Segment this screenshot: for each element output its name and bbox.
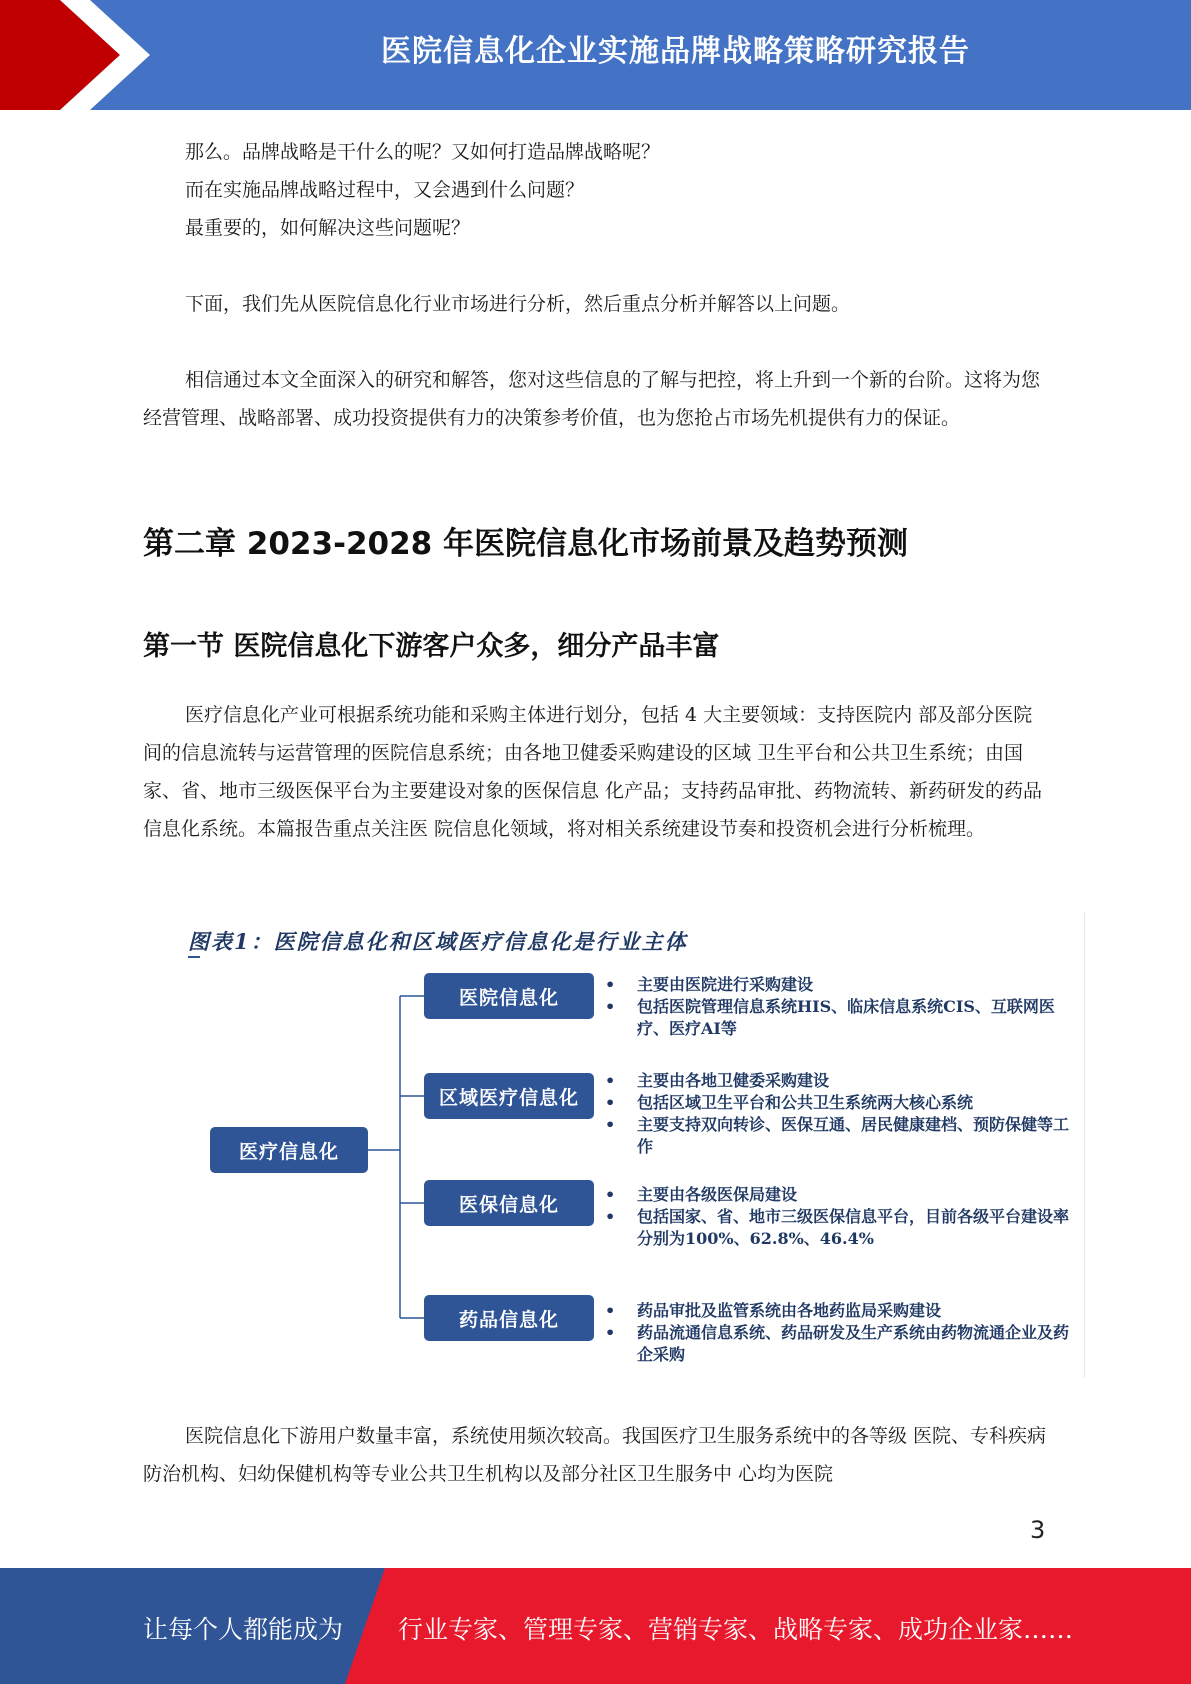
section-title: 第一节 医院信息化下游客户众多，细分产品丰富 [143, 631, 720, 662]
list-item: • 药品审批及监管系统由各地药监局采购建设 [605, 1300, 1075, 1322]
footer-slogan-right: 行业专家、管理专家、营销专家、战略专家、成功企业家…… [398, 1615, 1074, 1644]
paragraph-final-text: 医院信息化下游用户数量丰富，系统使用频次较高。我国医疗卫生服务系统中的各等级 医院、专科疾病防治机构、妇幼保健机构等专业公共卫生机构以及部分社区卫生服务中 心均为医院 [143, 1425, 1047, 1485]
paragraph-belief [143, 361, 1048, 437]
list-item: • 包括国家、省、地市三级医保信息平台，目前各级平台建设率分别为100%、62.8%、46.4% [605, 1206, 1075, 1250]
branch-box-hospital: 医院信息化 [424, 973, 594, 1019]
page-number: 3 [1030, 1516, 1046, 1544]
paragraph-next [143, 285, 1048, 323]
paragraph-belief-text: 相信通过本文全面深入的研究和解答，您对这些信息的了解与把控，将上升到一个新的台阶。这将为您经营管理、战略部署、成功投资提供有力的决策参考价值，也为您抢占市场先机提供有力的保证。 [143, 369, 1041, 429]
figure-title: 图表1：医院信息化和区域医疗信息化是行业主体 [188, 929, 688, 954]
chapter-title: 第二章 2023-2028 年医院信息化市场前景及趋势预测 [143, 526, 909, 562]
report-title: 医院信息化企业实施品牌战略策略研究报告 [381, 34, 970, 69]
paragraph-final [143, 1417, 1048, 1493]
list-item: • 主要由医院进行采购建设 [605, 974, 1075, 996]
paragraph-next-text: 下面，我们先从医院信息化行业市场进行分析，然后重点分析并解答以上问题。 [185, 293, 851, 315]
list-item: • 药品流通信息系统、药品研发及生产系统由药物流通企业及药企采购 [605, 1322, 1075, 1366]
paragraph-section-text: 医疗信息化产业可根据系统功能和采购主体进行划分，包括 4 大主要领域：支持医院内 部及部分医院间的信息流转与运营管理的医院信息系统；由各地卫健委采购建设的区域 卫生平台和公共卫生系统；由国家、省、地市三级医保平台为主要建设对象的医保信息 化产品；支持药品审批、药物流转、新药研发的药品信息化系统。本篇报告重点关注医 院信息化领域，将对相关系统建设节奏和投资机会进行分析梳理。 [143, 704, 1043, 840]
list-item: • 主要支持双向转诊、医保互通、居民健康建档、预防保健等工作 [605, 1114, 1075, 1158]
branch-box-regional: 区域医疗信息化 [424, 1073, 594, 1119]
list-item: • 主要由各地卫健委采购建设 [605, 1070, 1075, 1092]
intro-line-2: 而在实施品牌战略过程中，又会遇到什么问题？ [185, 179, 585, 201]
list-item: • 主要由各级医保局建设 [605, 1184, 1075, 1206]
list-item: • 包括医院管理信息系统HIS、临床信息系统CIS、互联网医疗、医疗AI等 [605, 996, 1075, 1040]
intro-line-1: 那么。品牌战略是干什么的呢？又如何打造品牌战略呢？ [185, 141, 661, 163]
bullet-list-hospital [605, 974, 1075, 1040]
paragraph-section [143, 696, 1048, 848]
footer-slogan-left: 让每个人都能成为 [143, 1615, 344, 1644]
branch-box-insurance: 医保信息化 [424, 1180, 594, 1226]
bullet-list-regional [605, 1070, 1075, 1158]
intro-line-3: 最重要的，如何解决这些问题呢？ [185, 217, 471, 239]
bullet-list-insurance [605, 1184, 1075, 1250]
branch-box-drug: 药品信息化 [424, 1295, 594, 1341]
root-box: 医疗信息化 [210, 1127, 368, 1173]
list-item: • 包括区域卫生平台和公共卫生系统两大核心系统 [605, 1092, 1075, 1114]
figure-diagram [170, 912, 1085, 1378]
header-bar [0, 0, 1191, 110]
bullet-list-drug [605, 1300, 1075, 1366]
